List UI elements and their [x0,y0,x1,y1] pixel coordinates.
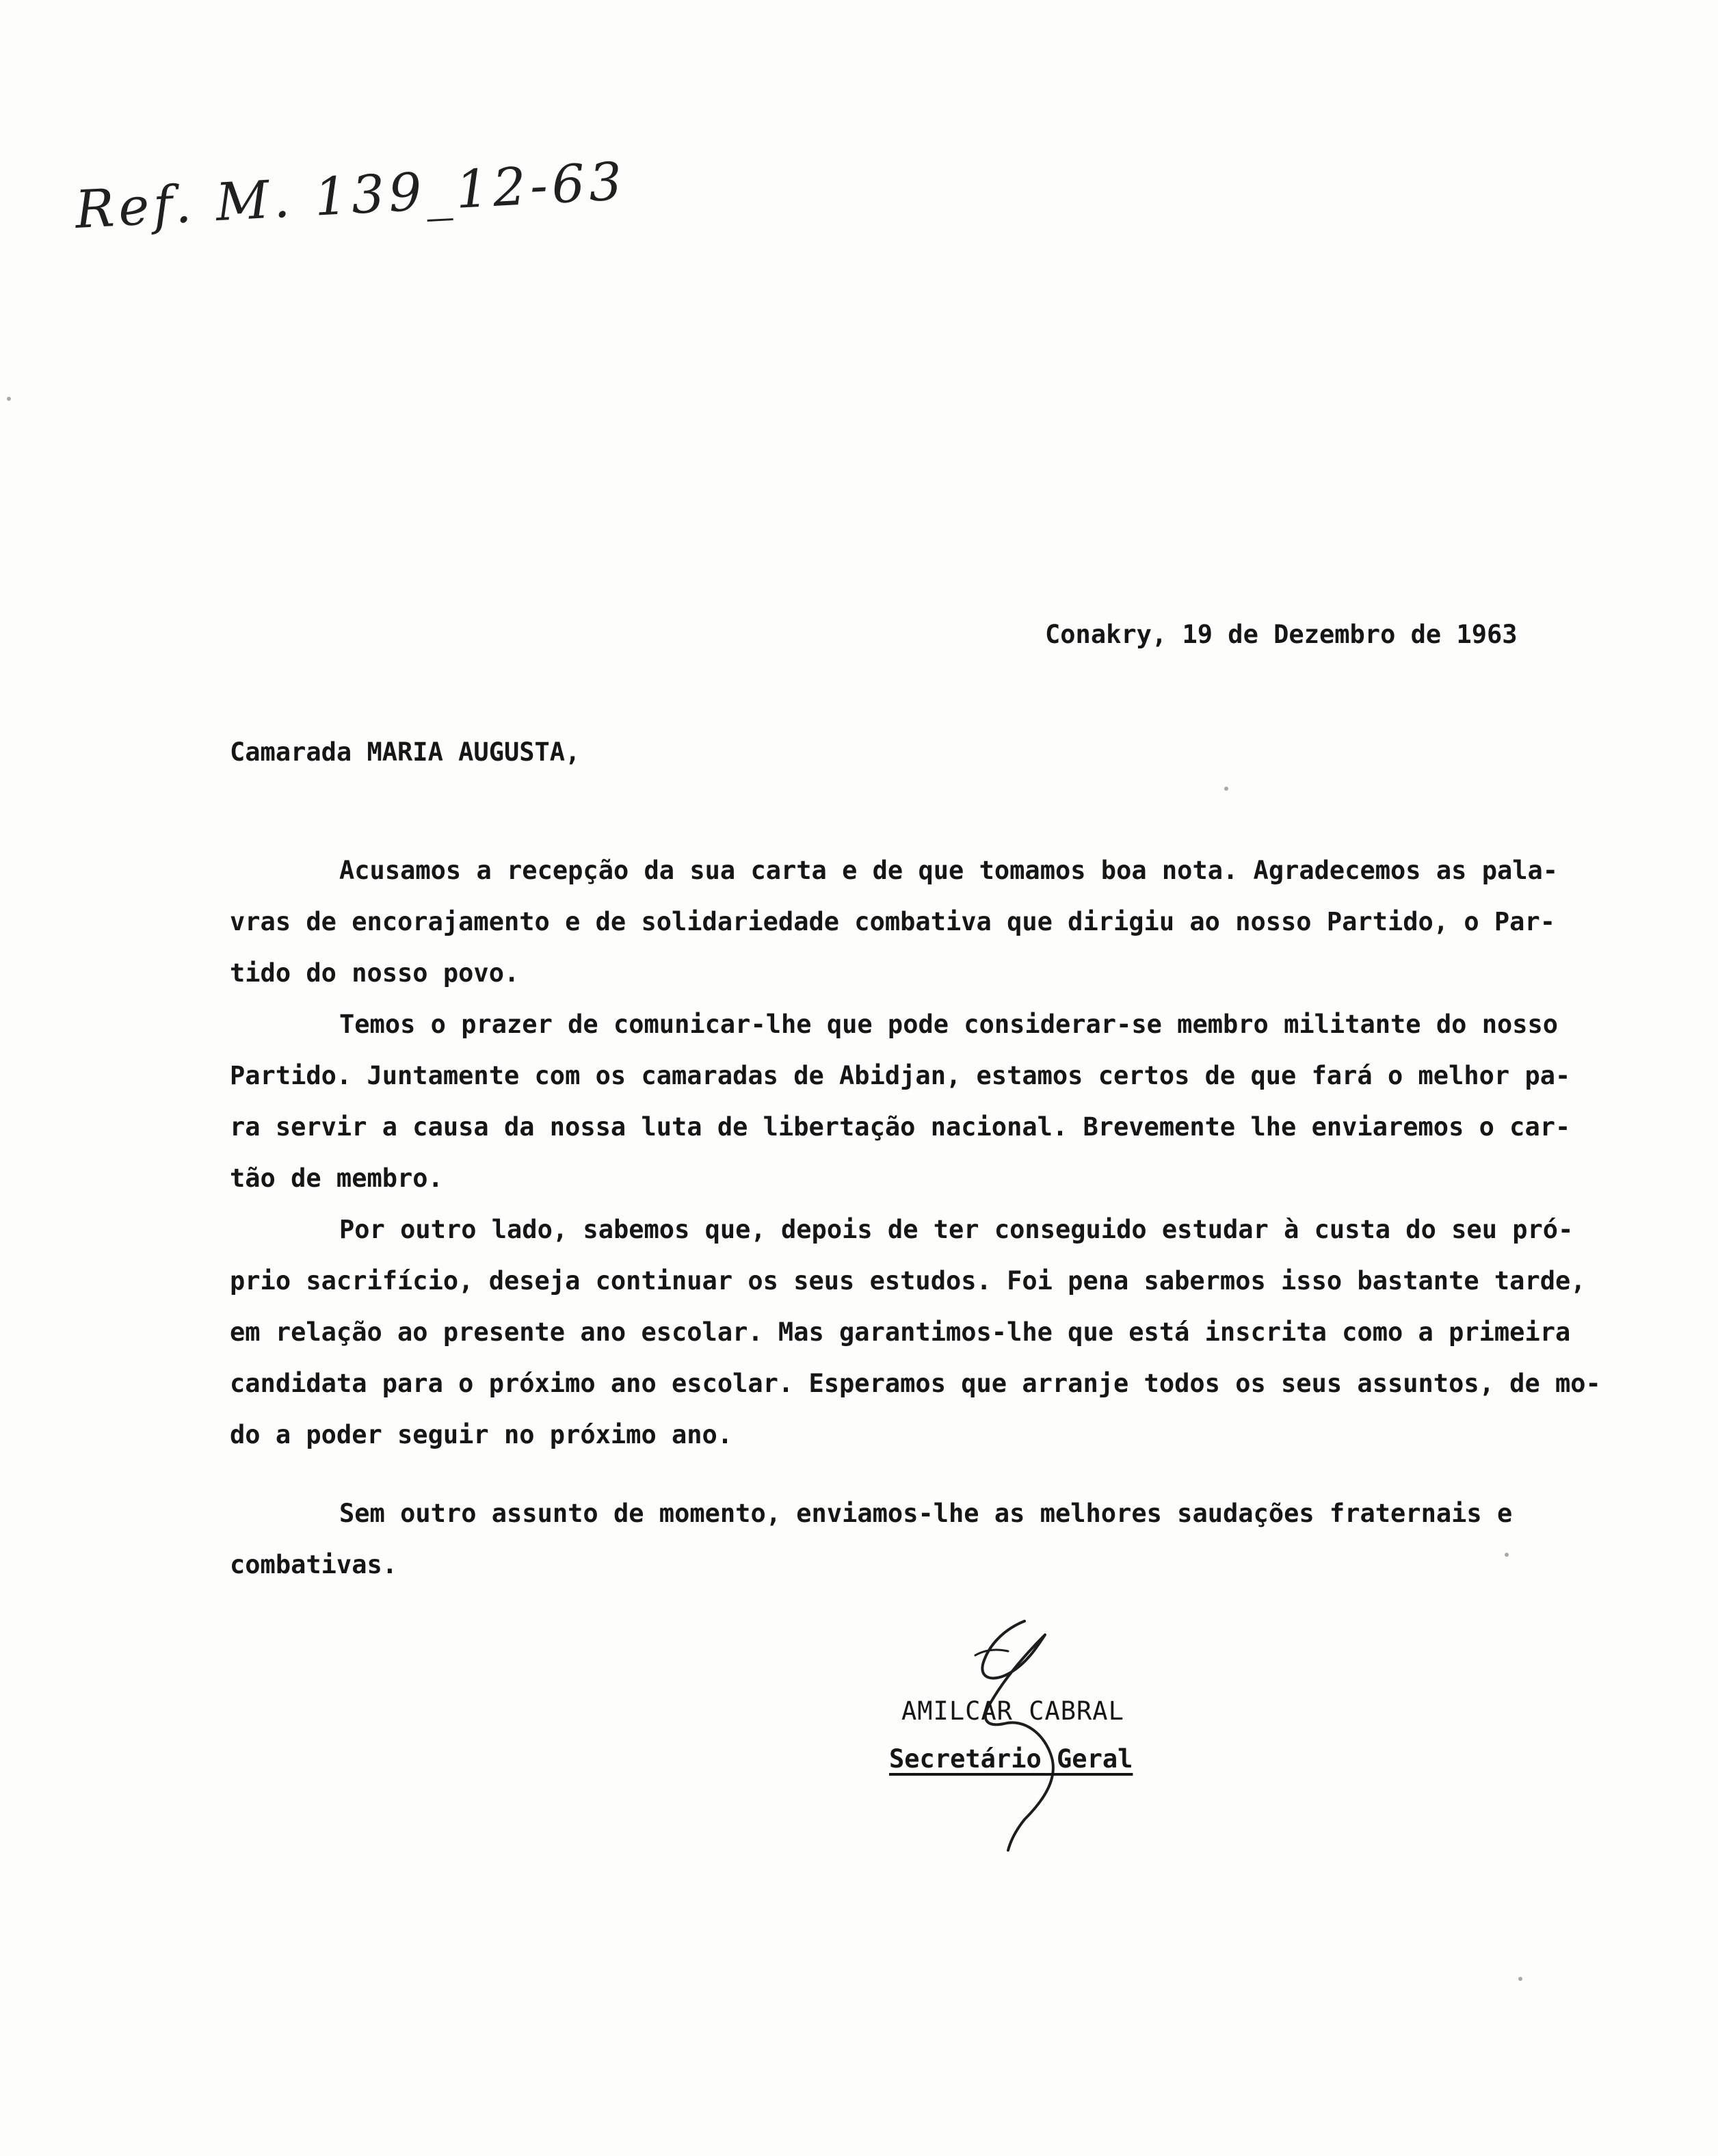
scan-speck [7,397,11,401]
paragraph-2 [230,999,1666,1204]
handwritten-reference: Ref. M. 139_12-63 [73,150,628,240]
body-line: Sem outro assunto de momento, enviamos-lhe as melhores saudações fraternais e [339,1499,1513,1528]
body-line: candidata para o próximo ano escolar. Esperamos que arranje todos os seus assuntos, de mo- [230,1369,1601,1398]
signer-name: AMILCAR CABRAL [901,1696,1124,1726]
body-line: combativas. [230,1550,398,1579]
paragraph-1 [230,845,1666,999]
paragraph-4 [230,1488,1666,1590]
body-line: em relação ao presente ano escolar. Mas garantimos-lhe que está inscrita como a primeira [230,1317,1571,1347]
handwritten-signature-icon [942,1614,1079,1861]
scan-speck [1224,787,1228,791]
paragraph-3 [230,1204,1666,1460]
scan-speck [1518,1977,1522,1981]
salutation: Camarada MARIA AUGUSTA, [230,737,581,767]
letter-body [230,845,1666,1590]
date-line: Conakry, 19 de Dezembro de 1963 [1045,620,1518,649]
body-line: Por outro lado, sabemos que, depois de ter conseguido estudar à custa do seu pró- [339,1215,1574,1244]
body-line: ra servir a causa da nossa luta de libertação nacional. Brevemente lhe enviaremos o car- [230,1112,1571,1142]
signature-block [889,1690,1189,1867]
body-line: tido do nosso povo. [230,958,520,988]
signer-title: Secretário Geral [889,1744,1133,1774]
scan-speck [1505,1553,1509,1557]
body-line: tão de membro. [230,1164,443,1193]
body-line: Temos o prazer de comunicar-lhe que pode considerar-se membro militante do nosso [339,1010,1559,1039]
body-line: prio sacrifício, deseja continuar os seus estudos. Foi pena sabermos isso bastante tarde, [230,1266,1586,1296]
body-line: Acusamos a recepção da sua carta e de que tomamos boa nota. Agradecemos as pala- [339,856,1559,885]
paragraph-gap [230,1460,1666,1488]
body-line: do a poder seguir no próximo ano. [230,1420,733,1449]
body-line: vras de encorajamento e de solidariedade combativa que dirigiu ao nosso Partido, o Par- [230,907,1556,936]
body-line: Partido. Juntamente com os camaradas de Abidjan, estamos certos de que fará o melhor pa- [230,1061,1571,1090]
